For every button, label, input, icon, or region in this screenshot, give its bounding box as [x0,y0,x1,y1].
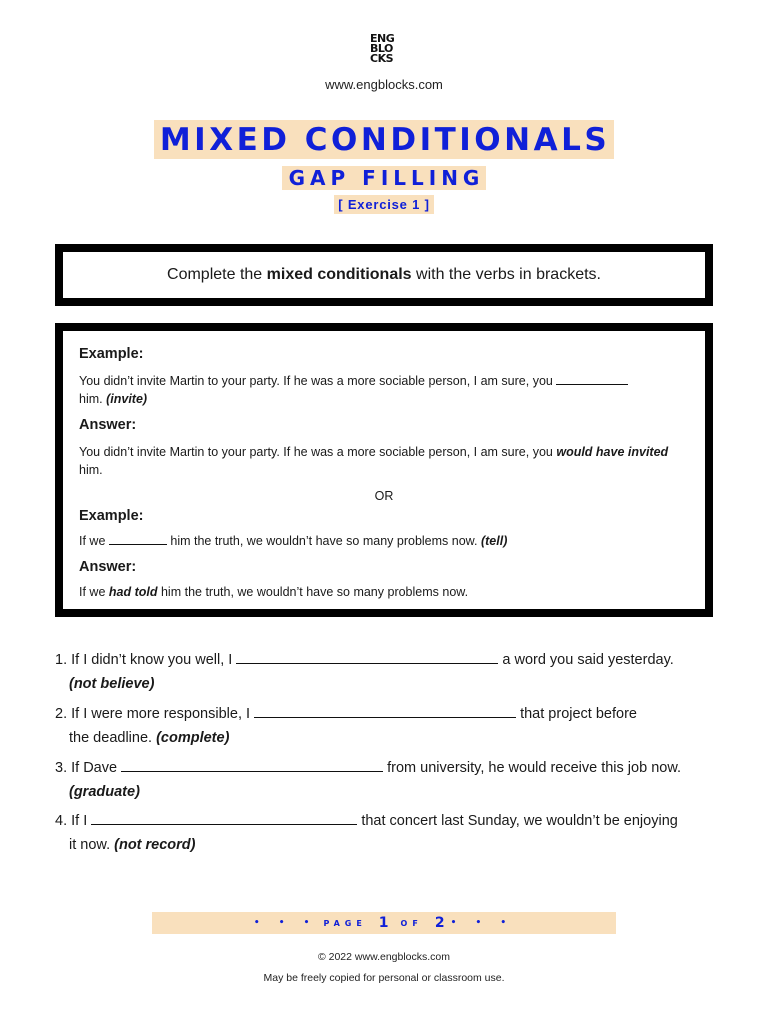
instructions-text: Complete the mixed conditionals with the verbs in brackets. [167,266,601,283]
license-note: May be freely copied for personal or classroom use. [263,972,505,984]
page-current: 1 [378,915,389,931]
question-4: 4. If I that concert last Sunday, we wouldn’t be enjoying it now. (not record) [55,809,725,857]
question-1: 1. If I didn’t know you well, I a word you said yesterday. (not believe) [55,648,725,696]
question-3-gap[interactable] [121,757,383,772]
example-2: If we him the truth, we wouldn’t have so many problems now. (tell) [79,534,508,548]
question-4-gap[interactable] [91,810,357,825]
example-1: You didn’t invite Martin to your party. If he was a more sociable person, I am sure, you him. (invite) [79,372,689,408]
or-separator: OR [374,489,394,503]
dots-right: • • • [450,918,515,928]
page-title: MIXED CONDITIONALS [154,120,614,159]
answer-1: You didn’t invite Martin to your party. If he was a more sociable person, I am sure, you would have invited him. [79,445,669,477]
page-subtitle: GAP FILLING [282,166,487,190]
dots-left: • • • [253,918,318,928]
copyright: © 2022 www.engblocks.com [317,951,451,963]
example-2-gap [109,532,167,545]
instructions-box [55,244,713,306]
instructions-bold: mixed conditionals [266,266,412,283]
question-1-gap[interactable] [236,649,498,664]
logo-line-3: CKS [370,52,394,65]
page-indicator [152,912,616,934]
engblocks-logo [370,34,400,64]
example-1-gap [556,372,628,385]
examples-box [55,323,713,617]
page-word: PAGE [323,918,367,928]
site-url[interactable]: www.engblocks.com [325,77,443,92]
exercise-label: [ Exercise 1 ] [334,195,433,214]
question-2: 2. If I were more responsible, I that project before the deadline. (complete) [55,702,725,750]
page-total: 2 [434,915,445,931]
answer-heading-2: Answer: [79,559,137,575]
question-3: 3. If Dave from university, he would receive this job now. (graduate) [55,756,725,804]
example-heading-2: Example: [79,508,144,524]
answer-2: If we had told him the truth, we wouldn’t have so many problems now. [79,585,469,599]
of-word: OF [400,918,423,928]
question-2-gap[interactable] [254,703,516,718]
logo-line-1: ENG [370,32,395,45]
example-heading-1: Example: [79,346,144,362]
logo-line-2: BLO [370,42,393,55]
answer-heading-1: Answer: [79,417,137,433]
